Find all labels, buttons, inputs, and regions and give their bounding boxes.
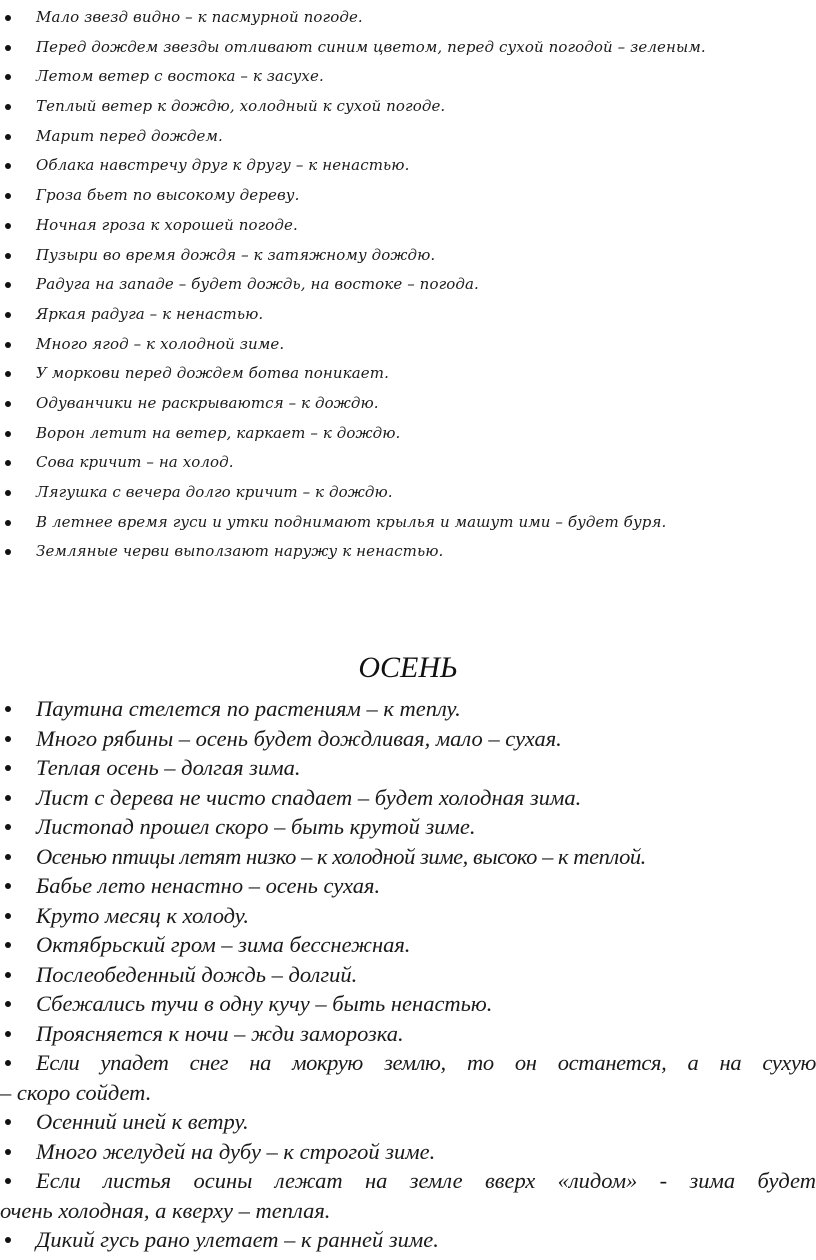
list-item-text: Много желудей на дубу – к строгой зиме. <box>36 1138 436 1164</box>
bullet-icon <box>5 431 11 437</box>
autumn-signs-list <box>0 694 816 1255</box>
list-item-text: Осенний иней к ветру. <box>36 1109 249 1134</box>
list-item-text: Пузыри во время дождя – к затяжному дождю. <box>36 245 436 264</box>
bullet-icon <box>5 1119 11 1125</box>
bullet-icon <box>5 913 11 919</box>
list-item-text: Мало звезд видно – к пасмурной погоде. <box>36 8 363 26</box>
list-item <box>0 92 816 122</box>
list-item <box>0 753 816 783</box>
list-item-text: Гроза бьет по высокому дереву. <box>36 186 300 205</box>
list-item-text: Много рябины – осень будет дождливая, мало – сухая. <box>36 725 562 751</box>
list-item <box>0 1137 816 1167</box>
list-item-text: Земляные черви выползают наружу к ненастью. <box>36 542 444 561</box>
bullet-icon <box>5 282 11 288</box>
bullet-icon <box>5 549 11 555</box>
list-item-text: Перед дождем звезды отливают синим цветом, перед сухой погодой – зеленым. <box>36 37 706 56</box>
list-item <box>0 389 816 419</box>
bullet-icon <box>5 736 11 742</box>
list-item <box>0 989 816 1019</box>
bullet-icon <box>5 1060 11 1066</box>
bullet-icon <box>5 795 11 801</box>
bullet-icon <box>5 972 11 978</box>
list-item-text: Октябрьский гром – зима бесснежная. <box>36 932 411 957</box>
bullet-icon <box>5 104 11 110</box>
bullet-icon <box>5 371 11 377</box>
bullet-icon <box>5 765 11 771</box>
list-item <box>0 1107 816 1137</box>
bullet-icon <box>5 312 11 318</box>
bullet-icon <box>5 942 11 948</box>
bullet-icon <box>5 1178 11 1184</box>
bullet-icon <box>5 134 11 140</box>
list-item-text-line2: – скоро сойдет. <box>0 1079 152 1105</box>
bullet-icon <box>5 460 11 466</box>
bullet-icon <box>5 883 11 889</box>
list-item-wrapped <box>0 1166 816 1225</box>
list-item-text: Сбежались тучи в одну кучу – быть ненастью. <box>36 991 493 1016</box>
list-item-text: Проясняется к ночи – жди заморозка. <box>36 1020 404 1046</box>
list-item-text: Яркая радуга – к ненастью. <box>36 304 264 323</box>
list-item <box>0 930 816 960</box>
bullet-icon <box>5 854 11 860</box>
list-item <box>0 537 816 567</box>
bullet-icon <box>5 1237 11 1243</box>
list-item-text: Много ягод – к холодной зиме. <box>36 334 285 353</box>
bullet-icon <box>5 74 11 80</box>
list-item-text: Лист с дерева не чисто спадает – будет холодная зима. <box>36 784 582 810</box>
list-item-text: Круто месяц к холоду. <box>36 902 249 928</box>
list-item-text-line1: Если упадет снег на мокрую землю, то он останется, а на сухую <box>36 1050 816 1075</box>
list-item <box>0 812 816 842</box>
list-item <box>0 270 816 300</box>
list-item-text: В летнее время гуси и утки поднимают крылья и машут ими – будет буря. <box>36 512 667 531</box>
list-item <box>0 359 816 389</box>
list-item-text: Листопад прошел скоро – быть крутой зиме. <box>36 814 476 839</box>
list-item <box>0 724 816 754</box>
list-item-text: Лягушка с вечера долго кричит – к дождю. <box>36 483 393 501</box>
bullet-icon <box>5 193 11 199</box>
list-item <box>0 901 816 931</box>
list-item <box>0 241 816 271</box>
list-item <box>0 508 816 538</box>
bullet-icon <box>5 824 11 830</box>
list-item <box>0 783 816 813</box>
bullet-icon <box>5 253 11 259</box>
list-item-text: Теплый ветер к дождю, холодный к сухой погоде. <box>36 97 446 116</box>
list-item <box>0 448 816 478</box>
signs-list <box>0 3 816 567</box>
list-item-text: Марит перед дождем. <box>36 126 223 145</box>
list-item-text: Послеобеденный дождь – долгий. <box>36 961 358 987</box>
list-item <box>0 871 816 901</box>
list-item <box>0 62 816 92</box>
list-item <box>0 1225 816 1255</box>
section-title-autumn: ОСЕНЬ <box>358 651 458 684</box>
list-item <box>0 3 816 33</box>
list-item-text: Ворон летит на ветер, каркает – к дождю. <box>36 423 401 442</box>
list-item <box>0 300 816 330</box>
list-item <box>0 122 816 152</box>
list-item-text: У моркови перед дождем ботва поникает. <box>36 364 389 383</box>
bullet-icon <box>5 163 11 169</box>
list-item <box>0 694 816 724</box>
bullet-icon <box>5 1031 11 1037</box>
list-item-text: Паутина стелется по растениям – к теплу. <box>36 696 461 721</box>
list-item-text: Облака навстречу друг к другу – к ненастью. <box>36 156 410 175</box>
list-item-text: Одуванчики не раскрываются – к дождю. <box>36 393 379 412</box>
list-item-text: Ночная гроза к хорошей погоде. <box>36 215 298 234</box>
list-item-text: Бабье лето ненастно – осень сухая. <box>36 873 381 898</box>
bullet-icon <box>5 401 11 407</box>
list-item <box>0 842 816 872</box>
list-item <box>0 960 816 990</box>
bullet-icon <box>5 223 11 229</box>
bullet-icon <box>5 706 11 712</box>
list-item <box>0 478 816 508</box>
list-item-wrapped <box>0 1048 816 1107</box>
list-item-text: Теплая осень – долгая зима. <box>36 755 301 780</box>
list-item-text-line2: очень холодная, а кверху – теплая. <box>0 1197 331 1223</box>
list-item-text: Сова кричит – на холод. <box>36 453 234 472</box>
bullet-icon <box>5 490 11 496</box>
list-item <box>0 33 816 63</box>
list-item-text: Радуга на западе – будет дождь, на востоке – погода. <box>36 275 479 294</box>
list-item-text: Летом ветер с востока – к засухе. <box>36 67 324 86</box>
list-item <box>0 211 816 241</box>
bullet-icon <box>5 1001 11 1007</box>
list-item <box>0 419 816 449</box>
list-item <box>0 1019 816 1049</box>
bullet-icon <box>5 520 11 526</box>
list-item-text-line1: Если листья осины лежат на земле вверх «лидом» - зима будет <box>36 1168 816 1193</box>
bullet-icon <box>5 45 11 51</box>
list-item <box>0 151 816 181</box>
bullet-icon <box>5 15 11 21</box>
list-item <box>0 181 816 211</box>
list-item-text: Дикий гусь рано улетает – к ранней зиме. <box>36 1227 439 1252</box>
bullet-icon <box>5 1149 11 1155</box>
list-item <box>0 330 816 360</box>
bullet-icon <box>5 342 11 348</box>
list-item-text: Осенью птицы летят низко – к холодной зиме, высоко – к теплой. <box>36 843 646 869</box>
